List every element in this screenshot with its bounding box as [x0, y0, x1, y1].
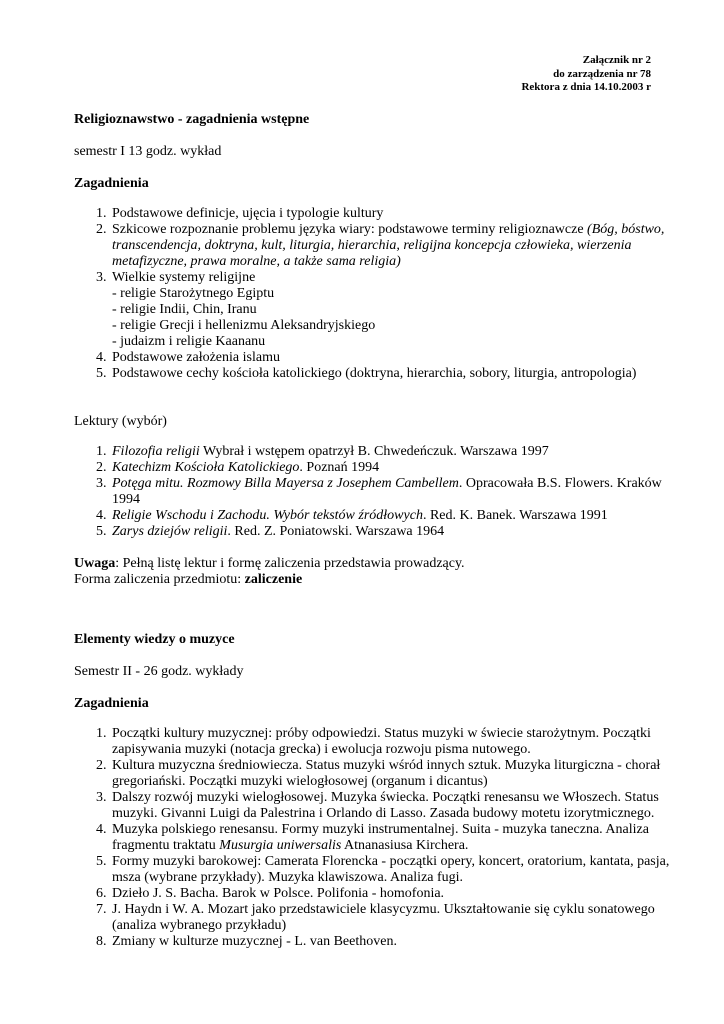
list-item: 3. Wielkie systemy religijne - religie Starożytnego Egiptu - religie Indii, Chin, Iranu - religie Grecji i hellenizmu Aleksandryjskiego - judaizm i religie Kaananu: [110, 270, 670, 350]
list-item: 5. Zarys dziejów religii. Red. Z. Poniatowski. Warszawa 1964: [110, 524, 670, 540]
list-item: 8. Zmiany w kulturze muzycznej - L. van Beethoven.: [110, 934, 670, 950]
attachment-header: [521, 54, 651, 95]
list-item: 6. Dzieło J. S. Bacha. Barok w Polsce. Polifonia - homofonia.: [110, 886, 670, 902]
section1-readings-list: [74, 444, 670, 540]
section1-title: Religioznawstwo - zagadnienia wstępne: [74, 112, 310, 127]
sub-item: - religie Starożytnego Egiptu: [112, 286, 275, 301]
list-item: 2. Szkicowe rozpoznanie problemu języka wiary: podstawowe terminy religioznawcze (Bóg, bóstwo, transcendencja, doktryna, kult, liturgia, hierarchia, religijna koncepcja człowieka, wierzenia metafizyczne, prawa moralne, a także sama religia): [110, 222, 670, 270]
sub-item: - religie Indii, Chin, Iranu: [112, 302, 257, 317]
list-item: 5. Formy muzyki barokowej: Camerata Florencka - początki opery, koncert, oratorium, kantata, pasja, msza (wybrane przykłady). Muzyka klawiszowa. Analiza fugi.: [110, 854, 670, 886]
header-line-2: do zarządzenia nr 78: [553, 67, 651, 80]
sub-item: - judaizm i religie Kaananu: [112, 334, 266, 349]
list-item: 1. Początki kultury muzycznej: próby odpowiedzi. Status muzyki w świecie starożytnym. Początki zapisywania muzyki (notacja grecka) i ewolucja rozwoju pisma nutowego.: [110, 726, 670, 758]
section1-note: Uwaga: Pełną listę lektur i formę zaliczenia przedstawia prowadzący.: [74, 556, 465, 571]
list-item: 7. J. Haydn i W. A. Mozart jako przedstawiciele klasycyzmu. Ukształtowanie się cyklu sonatowego (analiza wybranego przykładu): [110, 902, 670, 934]
sub-item: - religie Grecji i hellenizmu Aleksandryjskiego: [112, 318, 376, 333]
list-item: 1. Filozofia religii Wybrał i wstępem opatrzył B. Chwedeńczuk. Warszawa 1997: [110, 444, 670, 460]
list-item: 2. Kultura muzyczna średniowiecza. Status muzyki wśród innych sztuk. Muzyka liturgiczna - chorał gregoriański. Początki muzyki wielogłosowej (organum i dicantus): [110, 758, 670, 790]
section1-topics-list: [74, 206, 670, 382]
section1-readings-heading: Lektury (wybór): [74, 414, 167, 429]
list-item: 4. Podstawowe założenia islamu: [110, 350, 670, 366]
section1-topics-heading: Zagadnienia: [74, 176, 149, 191]
section2-semester: Semestr II - 26 godz. wykłady: [74, 664, 244, 679]
section2-topics-list: [74, 726, 670, 950]
header-line-3: Rektora z dnia 14.10.2003 r: [521, 81, 651, 93]
section1-form: Forma zaliczenia przedmiotu: zaliczenie: [74, 572, 303, 587]
list-item: 5. Podstawowe cechy kościoła katolickiego (doktryna, hierarchia, sobory, liturgia, antropologia): [110, 366, 670, 382]
header-line-1: Załącznik nr 2: [582, 54, 651, 66]
section2-topics-heading: Zagadnienia: [74, 696, 149, 711]
list-item: 2. Katechizm Kościoła Katolickiego. Poznań 1994: [110, 460, 670, 476]
list-item: 3. Dalszy rozwój muzyki wielogłosowej. Muzyka świecka. Początki renesansu we Włoszech. Status muzyki. Givanni Luigi da Palestrina i Orlando di Lasso. Zasada budowy motetu izorytmicznego.: [110, 790, 670, 822]
list-item: 3. Potęga mitu. Rozmowy Billa Mayersa z Josephem Cambellem. Opracowała B.S. Flowers. Kraków 1994: [110, 476, 670, 508]
list-item: 4. Religie Wschodu i Zachodu. Wybór tekstów źródłowych. Red. K. Banek. Warszawa 1991: [110, 508, 670, 524]
list-item: 1. Podstawowe definicje, ujęcia i typologie kultury: [110, 206, 670, 222]
section2-title: Elementy wiedzy o muzyce: [74, 632, 235, 647]
list-item: 4. Muzyka polskiego renesansu. Formy muzyki instrumentalnej. Suita - muzyka taneczna. Analiza fragmentu traktatu Musurgia uniwersalis Atnanasiusa Kirchera.: [110, 822, 670, 854]
section1-semester: semestr I 13 godz. wykład: [74, 144, 222, 159]
